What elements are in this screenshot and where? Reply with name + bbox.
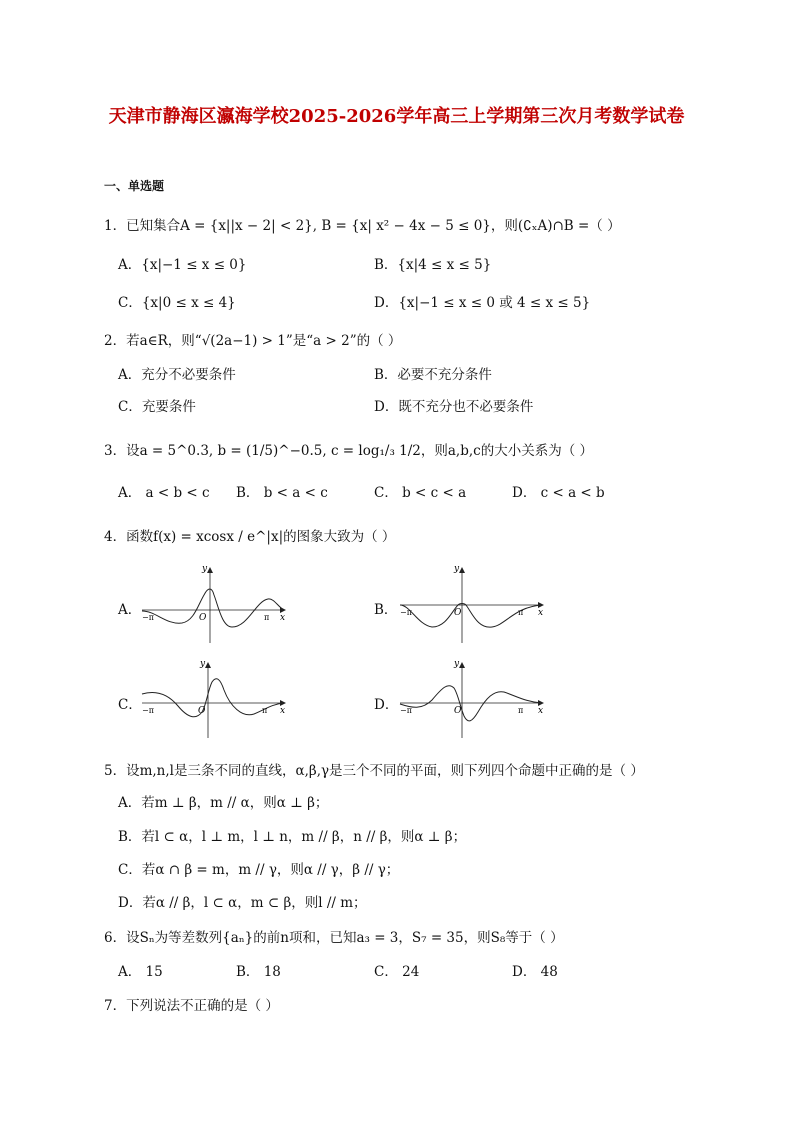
graph-b-x-label: x	[538, 608, 544, 618]
question-3-option-d: D． c < a < b	[512, 485, 605, 501]
graph-a-origin: O	[199, 613, 207, 623]
question-1-option-a: A．{x|−1 ≤ x ≤ 0}	[118, 257, 247, 273]
question-3-option-b: B． b < a < c	[236, 485, 328, 501]
graph-c	[138, 660, 288, 740]
question-6-option-a: A． 15	[118, 964, 163, 980]
question-3-stem: 3．设a = 5^0.3, b = (1/5)^−0.5, c = log₁/₃ 1/2，则a,b,c的大小关系为（ ）	[104, 443, 594, 459]
question-6-option-b: B． 18	[236, 964, 281, 980]
graph-a-y-label: y	[202, 565, 208, 574]
question-4-option-d: D．	[374, 697, 399, 713]
graph-b	[396, 565, 546, 645]
question-2-option-c: C．充要条件	[118, 399, 196, 415]
graph-d	[396, 660, 546, 740]
question-5-option-a: A．若m ⊥ β，m // α，则α ⊥ β；	[118, 795, 329, 811]
question-5-option-d: D．若α // β，l ⊂ α，m ⊂ β，则l // m；	[118, 895, 367, 911]
graph-c-pos-pi: π	[262, 706, 268, 715]
graph-a-neg-pi: −π	[142, 613, 154, 622]
question-1-option-c: C．{x|0 ≤ x ≤ 4}	[118, 295, 236, 311]
graph-b-origin: O	[454, 608, 462, 618]
section-heading: 一、单选题	[104, 179, 165, 193]
graph-c-neg-pi: −π	[142, 706, 154, 715]
question-1-option-b: B．{x|4 ≤ x ≤ 5}	[374, 257, 492, 273]
question-4-stem: 4．函数f(x) = xcosx / e^|x|的图象大致为（ ）	[104, 529, 396, 545]
graph-d-x-label: x	[538, 706, 544, 716]
question-4-option-c: C．	[118, 697, 142, 713]
graph-c-origin: O	[198, 706, 206, 716]
question-1-option-d: D．{x|−1 ≤ x ≤ 0 或 4 ≤ x ≤ 5}	[374, 295, 591, 311]
question-5-option-c: C．若α ∩ β = m，m // γ，则α // γ，β // γ；	[118, 862, 400, 878]
question-5-stem: 5．设m,n,l是三条不同的直线，α,β,γ是三个不同的平面，则下列四个命题中正确的是（ ）	[104, 763, 644, 779]
question-7-stem: 7．下列说法不正确的是（ ）	[104, 998, 279, 1014]
graph-d-pos-pi: π	[518, 706, 524, 715]
question-2-stem: 2．若a∈R，则“√(2a−1) > 1”是“a > 2”的（ ）	[104, 333, 402, 349]
graph-a-pos-pi: π	[264, 613, 270, 622]
graph-a-x-label: x	[280, 613, 286, 623]
question-1-stem: 1．已知集合A = {x||x − 2| < 2}, B = {x| x² − 4x − 5 ≤ 0}，则(∁ₓA)∩B =（ ）	[104, 218, 621, 234]
graph-d-y-label: y	[454, 660, 460, 669]
graph-b-y-label: y	[454, 565, 460, 574]
question-4-option-b: B．	[374, 602, 398, 618]
question-2-option-d: D．既不充分也不必要条件	[374, 399, 534, 415]
question-4-option-a: A．	[118, 602, 142, 618]
page-title: 天津市静海区瀛海学校2025-2026学年高三上学期第三次月考数学试卷	[108, 106, 685, 127]
graph-b-neg-pi: −π	[400, 608, 412, 617]
question-3-option-a: A． a < b < c	[118, 485, 210, 501]
graph-a	[138, 565, 288, 645]
question-2-option-a: A．充分不必要条件	[118, 367, 236, 383]
graph-b-pos-pi: π	[518, 608, 524, 617]
question-5-option-b: B．若l ⊂ α，l ⊥ m，l ⊥ n，m // β，n // β，则α ⊥ β；	[118, 829, 467, 845]
question-6-option-d: D． 48	[512, 964, 558, 980]
graph-d-neg-pi: −π	[400, 706, 412, 715]
question-6-stem: 6．设Sₙ为等差数列{aₙ}的前n项和，已知a₃ = 3，S₇ = 35，则S₈等于（ ）	[104, 930, 564, 946]
question-3-option-c: C． b < c < a	[374, 485, 467, 501]
question-2-option-b: B．必要不充分条件	[374, 367, 492, 383]
graph-c-x-label: x	[280, 706, 286, 716]
graph-c-y-label: y	[200, 660, 206, 669]
question-6-option-c: C． 24	[374, 964, 420, 980]
graph-d-origin: O	[454, 706, 462, 716]
